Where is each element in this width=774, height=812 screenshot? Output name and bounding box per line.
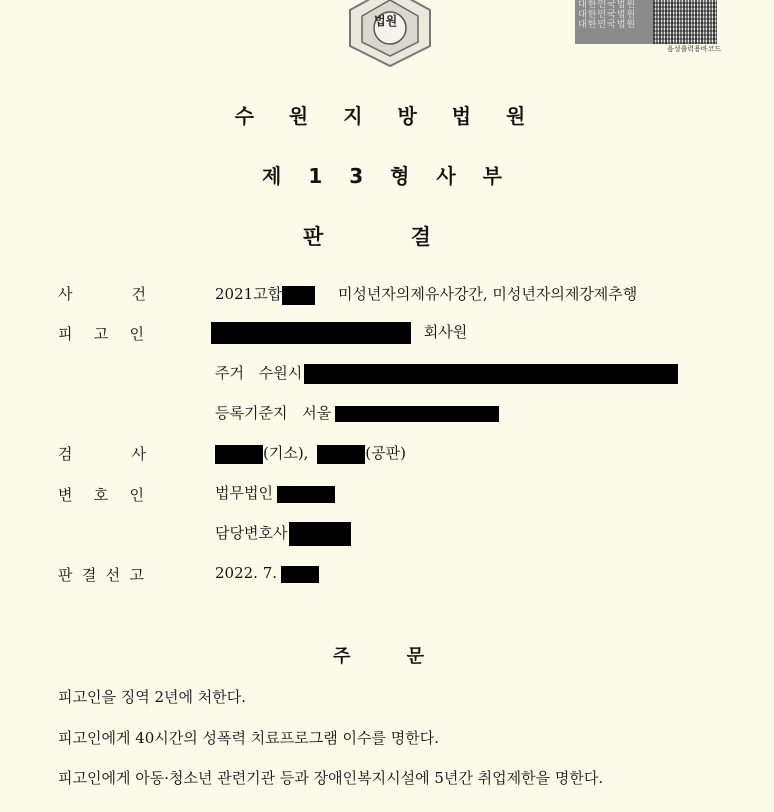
barcode (575, 0, 722, 53)
prosecutor-value: (기소), (공판) (215, 442, 406, 464)
counsel-lawyer: 담당변호사 (215, 522, 351, 546)
document-title: 판 결 (303, 225, 431, 249)
barcode-stamp-line: 대한민국법원 (578, 0, 637, 10)
counsel-firm: 법무법인 (215, 482, 335, 503)
defendant-occupation: 회사원 (423, 323, 468, 341)
defendant-address: 주거 수원시 (215, 362, 678, 384)
counsel-label: 변 호 인 (58, 486, 144, 504)
case-number: 2021고합 (215, 285, 283, 303)
redaction (317, 445, 365, 464)
main-order-title: 주 문 (333, 646, 425, 667)
court-seal-icon (346, 0, 434, 68)
seal-text: 법원 (374, 14, 398, 28)
redaction (289, 522, 351, 546)
case-value (215, 283, 637, 305)
barcode-stamp-line: 대한민국법원 (578, 20, 637, 30)
redaction (304, 364, 678, 384)
defendant-value (211, 321, 467, 344)
sentence-date-label: 판 결 선 고 (58, 566, 144, 584)
redaction (282, 286, 315, 305)
defendant-registry: 등록기준지 서울 (215, 402, 499, 423)
division-name: 제 1 3 형 사 부 (262, 164, 512, 188)
case-label: 사 건 (58, 285, 146, 303)
prosecutor-label: 검 사 (58, 445, 146, 463)
redaction (211, 322, 411, 344)
redaction (215, 445, 263, 464)
barcode-stamp (575, 0, 653, 44)
order-line: 피고인에게 아동·청소년 관련기관 등과 장애인복지시설에 5년간 취업제한을 명한다. (58, 769, 604, 787)
barcode-stamp-line: 대한민국법원 (578, 10, 637, 20)
defendant-label: 피 고 인 (58, 325, 144, 343)
barcode-label: 음성출력용바코드 (667, 45, 722, 53)
case-charges: 미성년자의제유사강간, 미성년자의제강제추행 (337, 285, 638, 303)
redaction (281, 566, 319, 583)
redaction (277, 486, 335, 503)
sentence-date-value: 2022. 7. (215, 564, 319, 583)
redaction (335, 406, 499, 422)
barcode-icon (653, 0, 717, 44)
order-line: 피고인에게 40시간의 성폭력 치료프로그램 이수를 명한다. (58, 729, 439, 747)
court-name: 수 원 지 방 법 원 (234, 104, 540, 128)
order-line: 피고인을 징역 2년에 처한다. (58, 688, 247, 706)
